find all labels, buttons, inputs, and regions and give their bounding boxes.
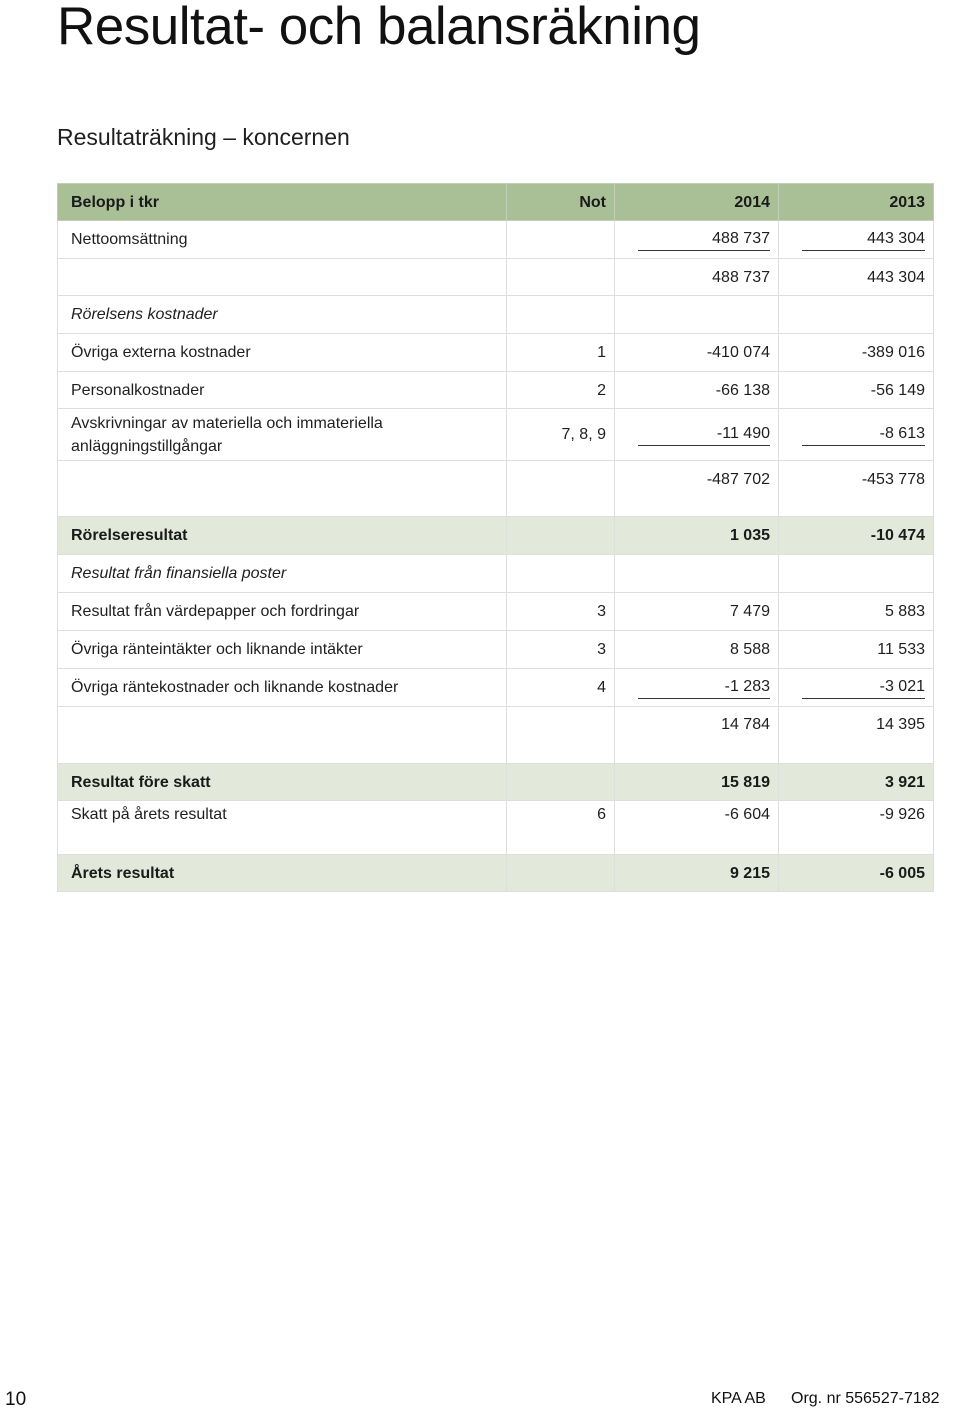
- row-value-2014: [615, 296, 779, 334]
- section-heading-row: [58, 555, 934, 593]
- row-label: Rörelsens kostnader: [58, 296, 507, 334]
- subtotal-row: [58, 259, 934, 296]
- row-not: [507, 259, 615, 296]
- table-row: [58, 372, 934, 409]
- table-row: [58, 631, 934, 669]
- row-value-2014: 15 819: [615, 764, 779, 801]
- row-not: [507, 461, 615, 517]
- row-label: Årets resultat: [58, 855, 507, 892]
- row-value-2013: [779, 669, 934, 707]
- table-row: [58, 669, 934, 707]
- section-title: Resultaträkning – koncernen: [57, 124, 350, 150]
- value-underlined: -11 490: [638, 423, 770, 446]
- row-value-2014: -66 138: [615, 372, 779, 409]
- row-value-2013: 443 304: [779, 259, 934, 296]
- value-underlined: -3 021: [802, 676, 925, 699]
- table-row: [58, 593, 934, 631]
- row-value-2014: -487 702: [615, 461, 779, 517]
- row-label: [58, 461, 507, 517]
- row-value-2013: 5 883: [779, 593, 934, 631]
- row-label: Övriga räntekostnader och liknande kostnader: [58, 669, 507, 707]
- row-value-2013: -389 016: [779, 334, 934, 372]
- row-not: 4: [507, 669, 615, 707]
- row-value-2014: [615, 221, 779, 259]
- row-value-2014: 14 784: [615, 707, 779, 764]
- row-value-2014: 7 479: [615, 593, 779, 631]
- row-value-2013: -9 926: [779, 801, 934, 855]
- row-value-2013: [779, 409, 934, 461]
- row-value-2014: [615, 555, 779, 593]
- row-value-2014: -410 074: [615, 334, 779, 372]
- subtotal-row: [58, 461, 934, 517]
- row-label: Resultat från värdepapper och fordringar: [58, 593, 507, 631]
- row-not: 2: [507, 372, 615, 409]
- row-not: 3: [507, 593, 615, 631]
- row-label: Skatt på årets resultat: [58, 801, 507, 855]
- row-value-2013: -453 778: [779, 461, 934, 517]
- row-value-2013: 11 533: [779, 631, 934, 669]
- row-label: Nettoomsättning: [58, 221, 507, 259]
- row-label: Personalkostnader: [58, 372, 507, 409]
- row-label: Avskrivningar av materiella och immateriella anläggningstillgångar: [58, 409, 507, 461]
- subtotal-row: [58, 707, 934, 764]
- value-underlined: 488 737: [638, 228, 770, 251]
- row-not: [507, 221, 615, 259]
- table-row: [58, 221, 934, 259]
- row-label: Övriga externa kostnader: [58, 334, 507, 372]
- value-underlined: -1 283: [638, 676, 770, 699]
- income-statement-table: [57, 183, 934, 892]
- row-value-2014: [615, 409, 779, 461]
- total-row: [58, 764, 934, 801]
- row-value-2013: [779, 555, 934, 593]
- value-underlined: -8 613: [802, 423, 925, 446]
- page-number: 10: [5, 1389, 27, 1410]
- header-label: Belopp i tkr: [58, 184, 507, 221]
- row-not: [507, 764, 615, 801]
- header-year-2013: 2013: [779, 184, 934, 221]
- footer-company: KPA AB: [711, 1390, 766, 1407]
- row-label: [58, 707, 507, 764]
- total-row: [58, 517, 934, 555]
- row-not: [507, 517, 615, 555]
- row-label: Resultat före skatt: [58, 764, 507, 801]
- row-value-2013: -56 149: [779, 372, 934, 409]
- footer-org-number: Org. nr 556527-7182: [791, 1390, 940, 1407]
- row-not: 3: [507, 631, 615, 669]
- row-value-2013: 14 395: [779, 707, 934, 764]
- row-not: 1: [507, 334, 615, 372]
- row-label: Övriga ränteintäkter och liknande intäkter: [58, 631, 507, 669]
- row-not: [507, 296, 615, 334]
- value-underlined: 443 304: [802, 228, 925, 251]
- row-value-2014: 488 737: [615, 259, 779, 296]
- header-not: Not: [507, 184, 615, 221]
- row-value-2014: 8 588: [615, 631, 779, 669]
- page-title: Resultat- och balansräkning: [57, 0, 701, 56]
- row-not: 6: [507, 801, 615, 855]
- row-value-2014: 1 035: [615, 517, 779, 555]
- row-not: 7, 8, 9: [507, 409, 615, 461]
- row-value-2013: [779, 296, 934, 334]
- section-heading-row: [58, 296, 934, 334]
- row-label: Rörelseresultat: [58, 517, 507, 555]
- row-not: [507, 707, 615, 764]
- total-row: [58, 855, 934, 892]
- header-year-2014: 2014: [615, 184, 779, 221]
- row-value-2014: -6 604: [615, 801, 779, 855]
- row-value-2013: -6 005: [779, 855, 934, 892]
- row-value-2014: 9 215: [615, 855, 779, 892]
- row-not: [507, 855, 615, 892]
- row-not: [507, 555, 615, 593]
- table-header-row: [58, 184, 934, 221]
- table-row: [58, 409, 934, 461]
- row-value-2013: [779, 221, 934, 259]
- row-value-2013: 3 921: [779, 764, 934, 801]
- table-row: [58, 801, 934, 855]
- row-value-2013: -10 474: [779, 517, 934, 555]
- table-row: [58, 334, 934, 372]
- row-value-2014: [615, 669, 779, 707]
- row-label: Resultat från finansiella poster: [58, 555, 507, 593]
- row-label: [58, 259, 507, 296]
